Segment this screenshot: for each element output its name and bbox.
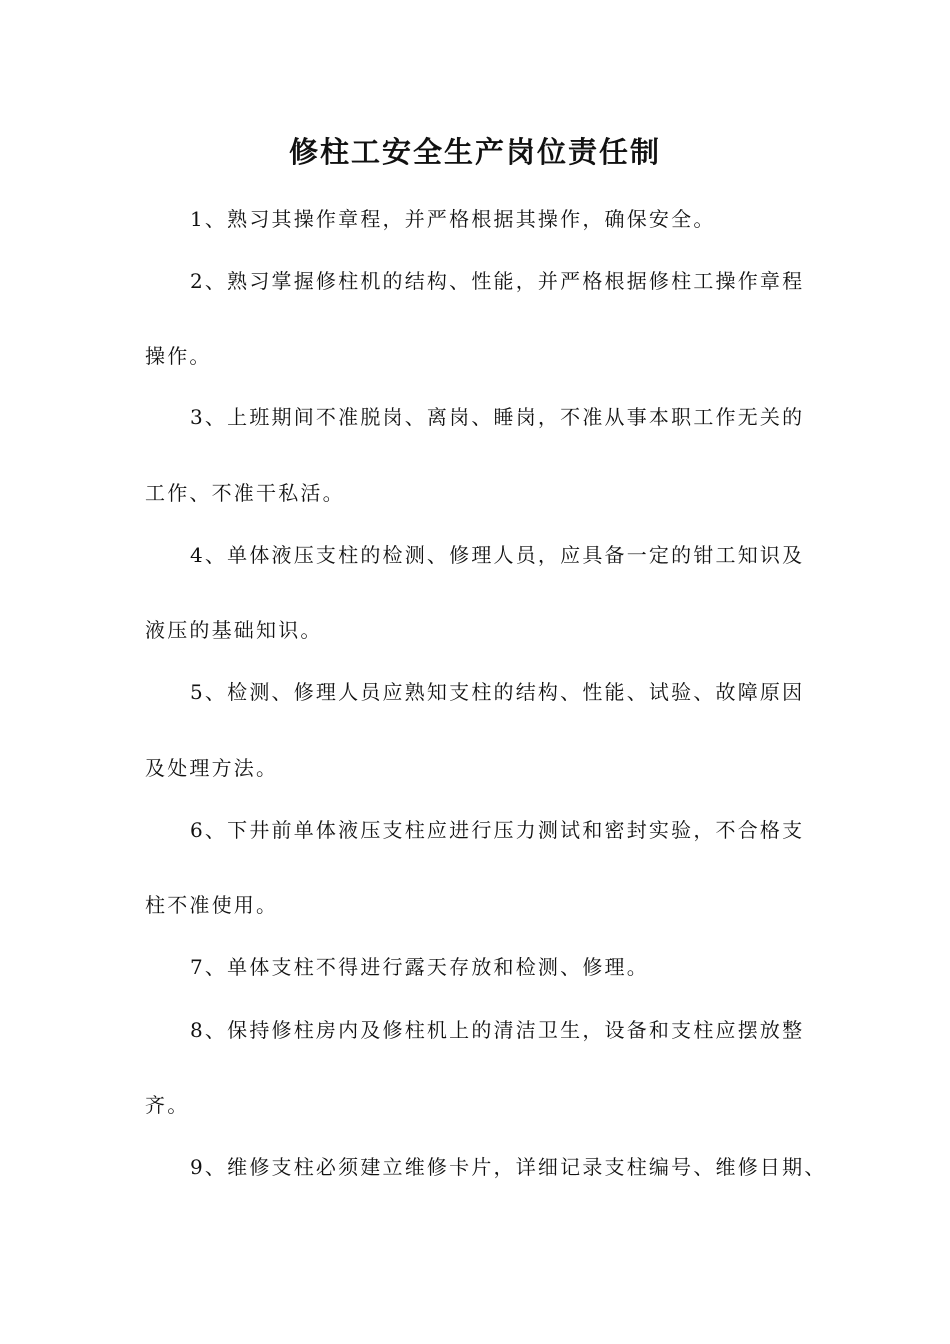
clause-2-line-1: 2、熟习掌握修柱机的结构、性能，并严格根据修柱工操作章程 <box>190 269 805 293</box>
clause-6-line-1: 6、下井前单体液压支柱应进行压力测试和密封实验，不合格支 <box>190 818 805 842</box>
clause-7-line-1: 7、单体支柱不得进行露天存放和检测、修理。 <box>190 955 649 979</box>
clause-1-line-1: 1、熟习其操作章程，并严格根据其操作，确保安全。 <box>190 207 716 231</box>
clause-2-line-2: 操作。 <box>145 344 212 368</box>
document-title: 修柱工安全生产岗位责任制 <box>288 135 661 169</box>
clause-5-line-1: 5、检测、修理人员应熟知支柱的结构、性能、试验、故障原因 <box>190 680 805 704</box>
clause-6-line-2: 柱不准使用。 <box>145 893 279 917</box>
clause-4-line-1: 4、单体液压支柱的检测、修理人员，应具备一定的钳工知识及 <box>190 543 805 567</box>
clause-3-line-1: 3、上班期间不准脱岗、离岗、睡岗，不准从事本职工作无关的 <box>190 405 805 429</box>
clause-3-line-2: 工作、不准干私活。 <box>145 481 345 505</box>
clause-5-line-2: 及处理方法。 <box>145 756 279 780</box>
clause-9-line-1: 9、维修支柱必须建立维修卡片，详细记录支柱编号、维修日期、 <box>190 1155 827 1179</box>
clause-4-line-2: 液压的基础知识。 <box>145 618 323 642</box>
clause-8-line-1: 8、保持修柱房内及修柱机上的清洁卫生，设备和支柱应摆放整 <box>190 1018 805 1042</box>
clause-8-line-2: 齐。 <box>145 1093 190 1117</box>
